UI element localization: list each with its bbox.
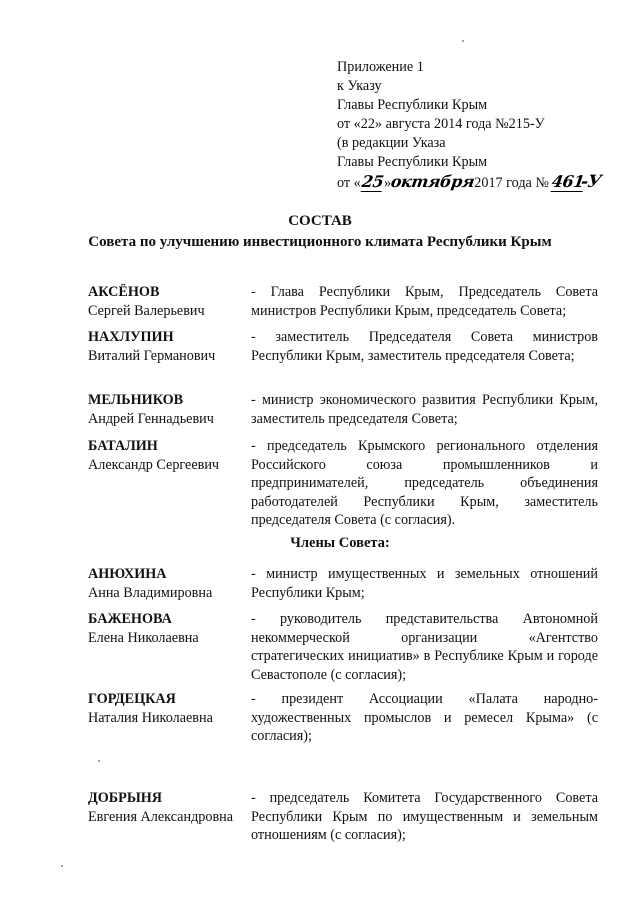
handwritten-number: 461	[550, 172, 586, 191]
handwritten-month: октября	[389, 172, 476, 191]
member-entry	[88, 690, 598, 746]
scan-speck	[61, 865, 63, 867]
annex-amendment-date	[337, 172, 627, 193]
date-quote: »	[384, 175, 392, 191]
member-given-name: Александр Сергеевич	[88, 456, 220, 473]
member-role: - руководитель представительства Автономной некоммерческой организации «Агентство стратегических инициатив» в Республике Крым и городе Севастополе (с согласия);	[251, 611, 598, 683]
member-name	[88, 437, 251, 530]
member-given-name: Евгения Александровна	[88, 808, 234, 825]
annex-line: Приложение 1	[337, 59, 424, 75]
member-entry	[88, 789, 598, 845]
member-surname: ДОБРЫНЯ	[88, 790, 163, 806]
member-surname: БАТАЛИН	[88, 438, 158, 454]
annex-header	[337, 58, 627, 193]
member-entry	[88, 328, 598, 365]
member-name	[88, 610, 251, 684]
member-entry	[88, 610, 598, 684]
member-surname: БАЖЕНОВА	[88, 611, 172, 627]
member-given-name: Анна Владимировна	[88, 584, 213, 601]
member-surname: НАХЛУПИН	[88, 329, 174, 345]
member-given-name: Андрей Геннадьевич	[88, 410, 214, 427]
member-role: - президент Ассоциации «Палата народно-художественных промыслов и ремесел Крыма» (с согласия);	[251, 691, 598, 744]
member-role: - министр имущественных и земельных отношений Республики Крым;	[251, 566, 598, 601]
member-entry	[88, 437, 598, 530]
member-surname: АНЮХИНА	[88, 566, 167, 582]
document-title: СОСТАВ	[288, 213, 352, 229]
member-name	[88, 391, 251, 428]
member-role: - председатель Комитета Государственного Совета Республики Крым по имущественным и земельным отношениям (с согласия);	[251, 790, 598, 843]
annex-line: Главы Республики Крым	[337, 97, 488, 113]
annex-line: (в редакции Указа	[337, 135, 446, 151]
date-prefix: от «	[337, 175, 361, 191]
member-role: - Глава Республики Крым, Председатель Совета министров Республики Крым, председатель Совета;	[251, 284, 598, 319]
members-heading: Члены Совета:	[290, 535, 390, 551]
member-given-name: Елена Николаевна	[88, 629, 199, 646]
scan-speck	[462, 40, 464, 42]
member-name	[88, 789, 251, 845]
handwritten-suffix: -У	[579, 172, 603, 192]
date-year: 2017 года №	[474, 175, 549, 191]
scan-speck	[98, 760, 100, 762]
member-entry	[88, 283, 598, 320]
annex-line: к Указу	[337, 78, 382, 94]
member-role: - заместитель Председателя Совета министров Республики Крым, заместитель председателя Совета;	[251, 329, 598, 364]
annex-line: от «22» августа 2014 года №215-У	[337, 116, 545, 132]
member-name	[88, 565, 251, 602]
member-entry	[88, 565, 598, 602]
member-role: - председатель Крымского регионального отделения Российского союза промышленников и предпринимателей, председатель объединения работодателей Республики Крым, заместитель председателя Совета (с согласия).	[251, 438, 598, 528]
member-given-name: Виталий Германович	[88, 347, 216, 364]
member-surname: МЕЛЬНИКОВ	[88, 392, 184, 408]
annex-line: Главы Республики Крым	[337, 154, 488, 170]
member-name	[88, 690, 251, 746]
member-role: - министр экономического развития Республики Крым, заместитель председателя Совета;	[251, 392, 598, 427]
member-given-name: Сергей Валерьевич	[88, 302, 205, 319]
member-name	[88, 283, 251, 320]
member-surname: ГОРДЕЦКАЯ	[88, 691, 176, 707]
document-subtitle: Совета по улучшению инвестиционного климата Республики Крым	[88, 234, 552, 250]
member-surname: АКСЁНОВ	[88, 284, 160, 300]
member-entry	[88, 391, 598, 428]
member-name	[88, 328, 251, 365]
handwritten-day: 25	[360, 172, 385, 191]
member-given-name: Наталия Николаевна	[88, 709, 213, 726]
